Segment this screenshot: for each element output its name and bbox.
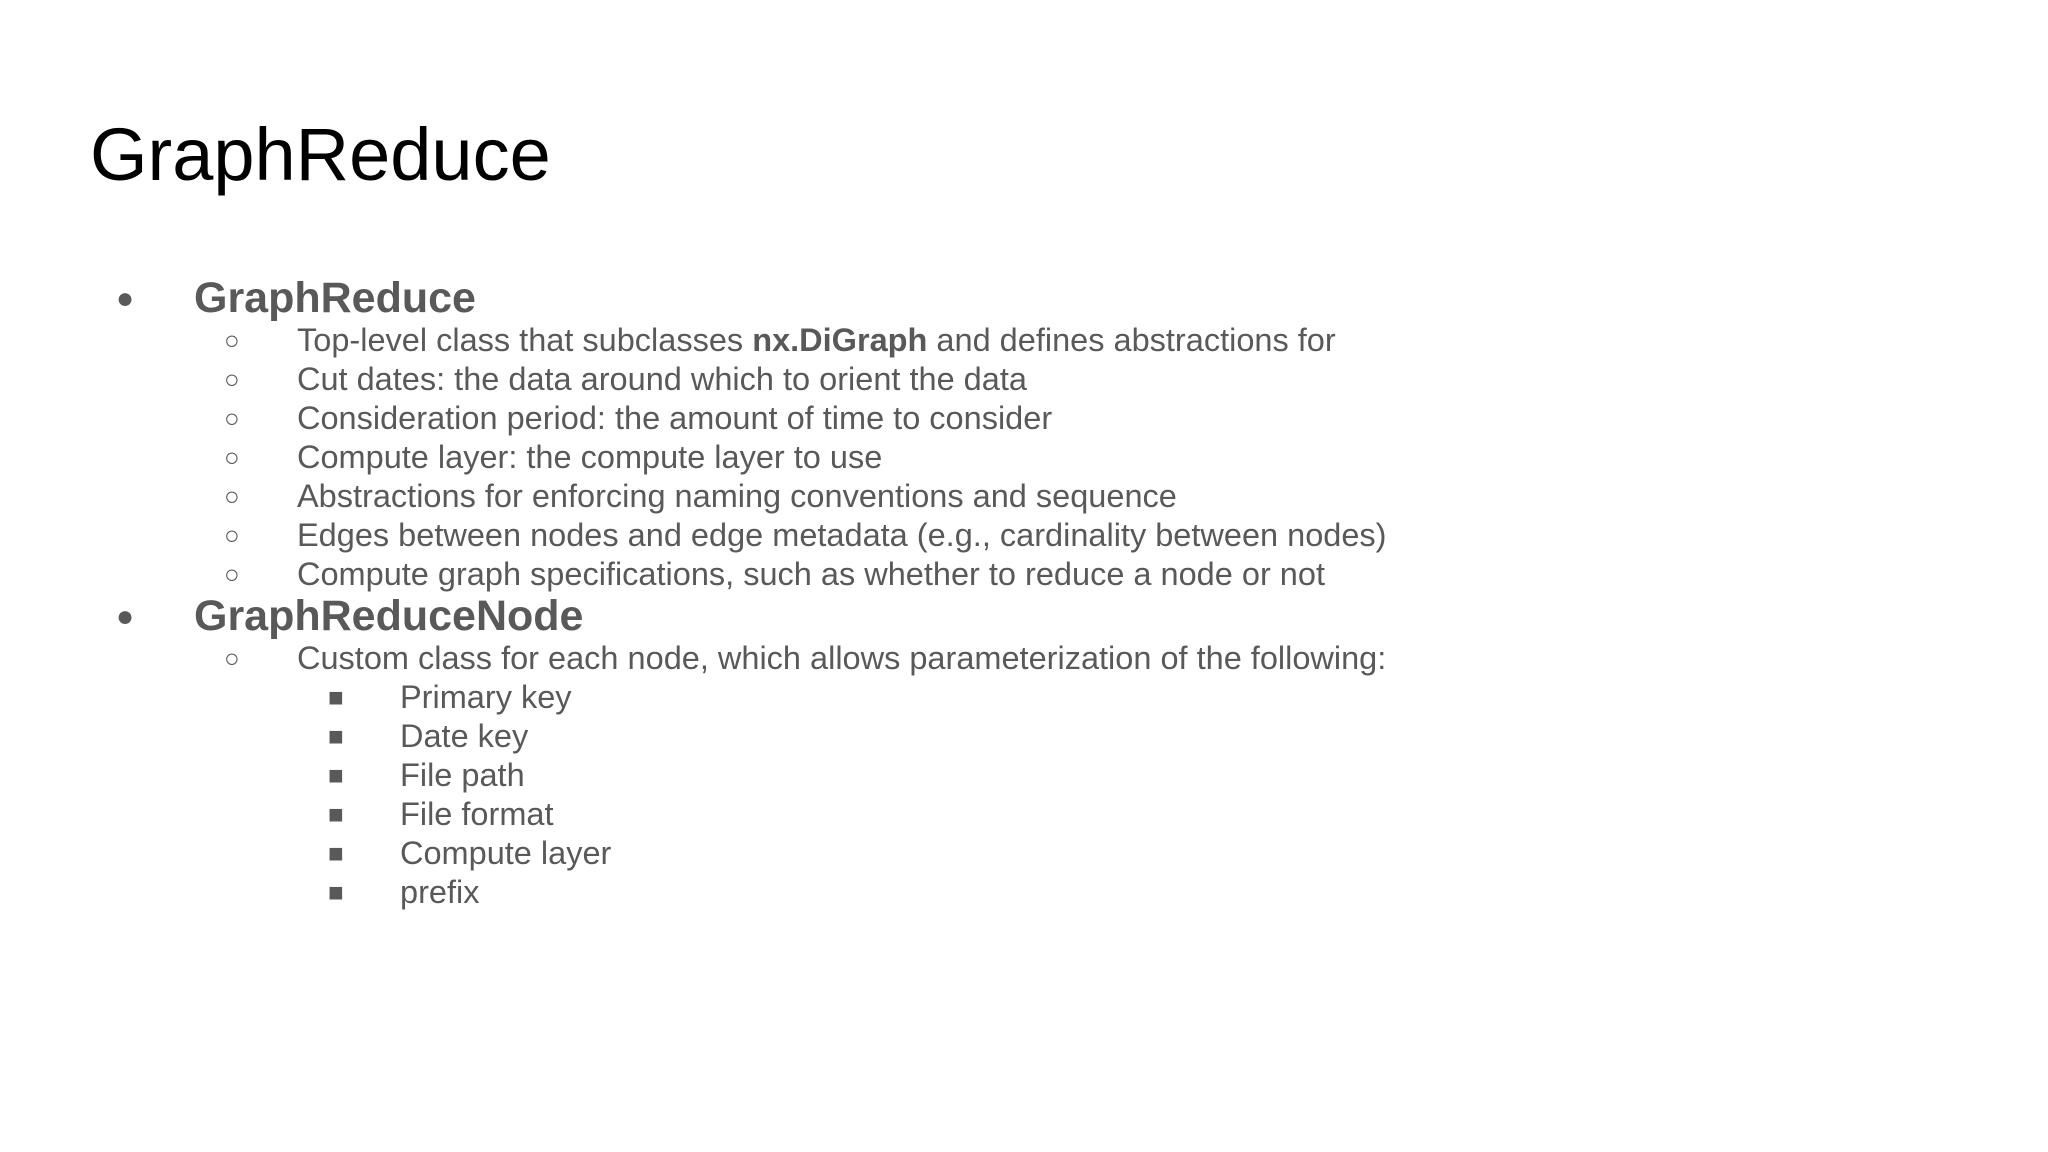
- square-bullet-icon: ■: [328, 682, 344, 712]
- section-heading-graphreduce: [0, 276, 2048, 321]
- list-item-text-part: and defines abstractions for: [927, 322, 1336, 358]
- list-item-text: Edges between nodes and edge metadata (e.g., cardinality between nodes): [297, 517, 1387, 553]
- square-bullet-icon: ■: [328, 799, 344, 829]
- sub-list-item: [0, 717, 2048, 756]
- square-bullet-icon: ■: [328, 838, 344, 868]
- sub-list-item-text: Compute layer: [400, 835, 612, 871]
- sub-list-item-text: File format: [400, 796, 554, 832]
- list-item: [0, 321, 2048, 360]
- list-item-text: Consideration period: the amount of time to consider: [297, 400, 1053, 436]
- list-item-text: Abstractions for enforcing naming conventions and sequence: [297, 478, 1177, 514]
- list-item-text: Compute layer: the compute layer to use: [297, 439, 883, 475]
- sub-list-item-text: Primary key: [400, 679, 572, 715]
- list-item-text: Cut dates: the data around which to orient the data: [297, 361, 1027, 397]
- section-heading-text: GraphReduce: [194, 274, 476, 322]
- class-name-nx-digraph: nx.DiGraph: [752, 322, 928, 358]
- sub-list-item: [0, 834, 2048, 873]
- sub-list-item-text: Date key: [400, 718, 529, 754]
- sub-list-item-text: File path: [400, 757, 525, 793]
- hollow-circle-bullet-icon: ○: [224, 364, 240, 394]
- hollow-circle-bullet-icon: ○: [224, 442, 240, 472]
- sub-list-item: [0, 678, 2048, 717]
- hollow-circle-bullet-icon: ○: [224, 520, 240, 550]
- list-item: [0, 639, 2048, 678]
- list-item-text: [297, 321, 1336, 360]
- list-item: [0, 438, 2048, 477]
- square-bullet-icon: ■: [328, 877, 344, 907]
- sub-list-item: [0, 873, 2048, 912]
- sub-list-item: [0, 795, 2048, 834]
- slide-title: GraphReduce: [90, 113, 551, 196]
- list-item-text-part: Top-level class that subclasses: [297, 322, 753, 358]
- filled-circle-bullet-icon: ●: [116, 600, 135, 633]
- filled-circle-bullet-icon: ●: [116, 282, 135, 315]
- hollow-circle-bullet-icon: ○: [224, 559, 240, 589]
- sub-list-item-text: prefix: [400, 874, 480, 910]
- square-bullet-icon: ■: [328, 721, 344, 751]
- hollow-circle-bullet-icon: ○: [224, 643, 240, 673]
- list-item-text: Compute graph specifications, such as whether to reduce a node or not: [297, 556, 1325, 592]
- list-item: [0, 516, 2048, 555]
- hollow-circle-bullet-icon: ○: [224, 403, 240, 433]
- hollow-circle-bullet-icon: ○: [224, 325, 240, 355]
- slide-body: [0, 276, 2048, 912]
- section-heading-graphreducenode: [0, 594, 2048, 639]
- list-item: [0, 399, 2048, 438]
- hollow-circle-bullet-icon: ○: [224, 481, 240, 511]
- square-bullet-icon: ■: [328, 760, 344, 790]
- list-item-text: Custom class for each node, which allows parameterization of the following:: [297, 640, 1387, 676]
- list-item: [0, 477, 2048, 516]
- list-item: [0, 360, 2048, 399]
- sub-list-item: [0, 756, 2048, 795]
- list-item: [0, 555, 2048, 594]
- section-heading-text: GraphReduceNode: [194, 592, 584, 640]
